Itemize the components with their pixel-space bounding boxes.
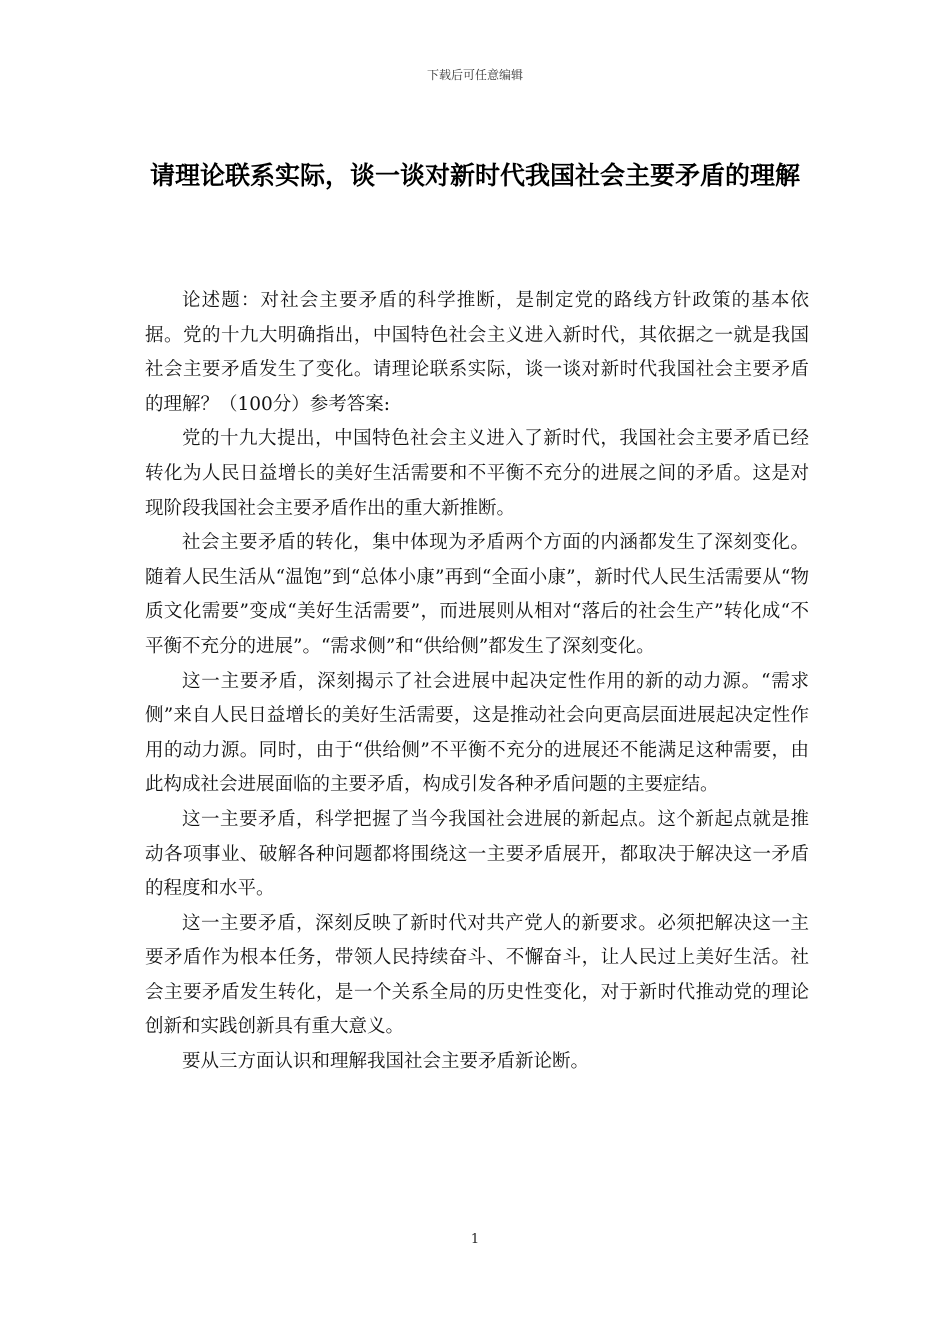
paragraph-question: 论述题：对社会主要矛盾的科学推断，是制定党的路线方针政策的基本依据。党的十九大明确指出，中国特色社会主义进入新时代，其依据之一就是我国社会主要矛盾发生了变化。请理论联系实际，谈一谈对新时代我国社会主要矛盾的理解？（100分）参考答案: [145, 290, 809, 415]
header-note: 下载后可任意编辑 [426, 68, 523, 82]
paragraph-transformation: 社会主要矛盾的转化，集中体现为矛盾两个方面的内涵都发生了深刻变化。随着人民生活从“温饱”到“总体小康”再到“全面小康”，新时代人民生活需要从“物质文化需要”变成“美好生活需要”，而进展则从相对“落后的社会生产”转化成“不平衡不充分的进展”。“需求侧”和“供给侧”都发生了深刻变化。 [145, 532, 809, 657]
document-title: 请理论联系实际，谈一谈对新时代我国社会主要矛盾的理解 [149, 161, 800, 190]
paragraph-starting-point: 这一主要矛盾，科学把握了当今我国社会进展的新起点。这个新起点就是推动各项事业、破解各种问题都将围绕这一主要矛盾展开，都取决于解决这一矛盾的程度和水平。 [145, 808, 809, 900]
paragraph-new-requirements: 这一主要矛盾，深刻反映了新时代对共产党人的新要求。必须把解决这一主要矛盾作为根本任务，带领人民持续奋斗、不懈奋斗，让人民过上美好生活。社会主要矛盾发生转化，是一个关系全局的历史性变化，对于新时代推动党的理论创新和实践创新具有重大意义。 [145, 912, 809, 1038]
document-body [145, 284, 809, 1080]
page-number: 1 [470, 1232, 480, 1247]
paragraph-answer-intro: 党的十九大提出，中国特色社会主义进入了新时代，我国社会主要矛盾已经转化为人民日益增长的美好生活需要和不平衡不充分的进展之间的矛盾。这是对现阶段我国社会主要矛盾作出的重大新推断。 [145, 428, 809, 519]
paragraph-three-aspects: 要从三方面认识和理解我国社会主要矛盾新论断。 [182, 1051, 590, 1073]
paragraph-driving-force: 这一主要矛盾，深刻揭示了社会进展中起决定性作用的新的动力源。“需求侧”来自人民日益增长的美好生活需要，这是推动社会向更高层面进展起决定性作用的动力源。同时，由于“供给侧”不平衡不充分的进展还不能满足这种需要，由此构成社会进展面临的主要矛盾，构成引发各种矛盾问题的主要症结。 [145, 670, 809, 796]
